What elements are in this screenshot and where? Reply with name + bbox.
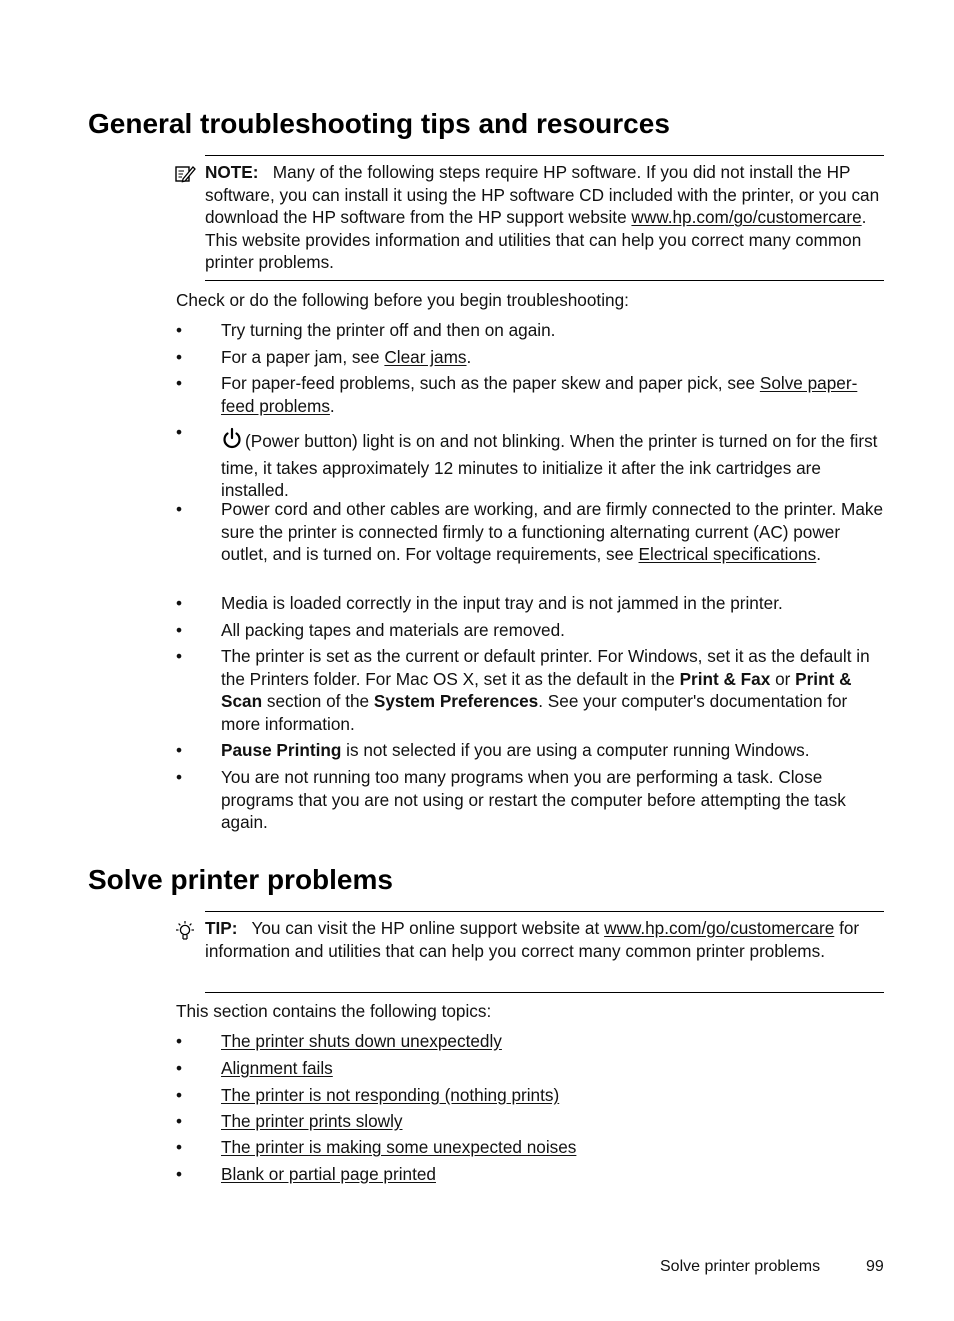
electrical-specifications-link[interactable]: Electrical specifications bbox=[638, 544, 817, 565]
tip-box bbox=[205, 911, 884, 993]
customercare-link-note[interactable]: www.hp.com/go/customercare bbox=[631, 207, 862, 228]
power-icon bbox=[221, 427, 243, 457]
bullet: • bbox=[176, 646, 183, 666]
clear-jams-link[interactable]: Clear jams bbox=[384, 347, 467, 367]
bullet: • bbox=[176, 1031, 183, 1051]
bullet: • bbox=[176, 1164, 183, 1184]
list-item bbox=[176, 1110, 884, 1133]
list-item: • (Power button) light is on and not blinking. When the printer is turned on for the first time, it takes approximately 12 minutes to initialize it after the ink cartridges are installed. bbox=[176, 422, 878, 501]
section-title-solve: Solve printer problems bbox=[88, 864, 393, 895]
list-item: • You are not running too many programs when you are performing a task. Close programs that you are not using or restart the computer before attempting the task again. bbox=[176, 767, 846, 833]
list-item bbox=[176, 1057, 884, 1080]
bullet: • bbox=[176, 1137, 183, 1157]
list-item: • Try turning the printer off and then on again. bbox=[176, 320, 556, 340]
note-icon bbox=[174, 163, 196, 191]
topic-link-shuts-down[interactable]: The printer shuts down unexpectedly bbox=[221, 1031, 502, 1051]
topic-link-alignment-fails[interactable]: Alignment fails bbox=[221, 1058, 333, 1078]
list-item: • For a paper jam, see Clear jams. bbox=[176, 347, 472, 367]
note-box bbox=[205, 155, 884, 281]
list-item: • Pause Printing is not selected if you are using a computer running Windows. bbox=[176, 740, 810, 760]
bullet: • bbox=[176, 499, 183, 519]
list-item bbox=[176, 1030, 884, 1053]
topic-link-prints-slowly[interactable]: The printer prints slowly bbox=[221, 1111, 403, 1131]
section-title-general: General troubleshooting tips and resources bbox=[88, 108, 670, 139]
intro-topics: This section contains the following topics: bbox=[176, 1001, 492, 1021]
bullet: • bbox=[176, 593, 183, 613]
intro-troubleshooting: Check or do the following before you begin troubleshooting: bbox=[176, 290, 629, 310]
topic-link-blank-page[interactable]: Blank or partial page printed bbox=[221, 1164, 436, 1184]
topic-link-not-responding[interactable]: The printer is not responding (nothing prints) bbox=[221, 1085, 560, 1105]
page-number: 99 bbox=[866, 1258, 884, 1275]
list-item: • The printer is set as the current or default printer. For Windows, set it as the default in the Printers folder. For Mac OS X, set it as the default in the Print & Fax or Print & Scan section of the System Preferences. See your computer's documentation for more information. bbox=[176, 646, 870, 734]
bullet: • bbox=[176, 347, 183, 367]
bullet: • bbox=[176, 373, 183, 393]
list-item: • All packing tapes and materials are removed. bbox=[176, 620, 565, 640]
topic-link-unexpected-noises[interactable]: The printer is making some unexpected noises bbox=[221, 1137, 577, 1157]
list-item bbox=[176, 1084, 884, 1107]
note-label: NOTE: bbox=[205, 162, 259, 182]
tip-text: TIP: You can visit the HP online support website at www.hp.com/go/customercare for information and utilities that can help you correct many common printer problems. bbox=[205, 918, 860, 961]
bullet: • bbox=[176, 1058, 183, 1078]
customercare-link-tip[interactable]: www.hp.com/go/customercare bbox=[604, 918, 835, 938]
tip-label: TIP: bbox=[205, 918, 238, 938]
note-text: NOTE: Many of the following steps require HP software. If you did not install the HP software, you can install it using the HP software CD included with the printer, or you can download the HP software from the HP support website www.hp.com/go/customercare. This website provides information and utilities that can help you correct many common printer problems. bbox=[205, 162, 880, 273]
bullet: • bbox=[176, 422, 183, 442]
bullet: • bbox=[176, 620, 183, 640]
footer-section-title: Solve printer problems bbox=[660, 1258, 821, 1275]
bullet: • bbox=[176, 1085, 183, 1105]
bullet: • bbox=[176, 1111, 183, 1131]
bullet: • bbox=[176, 740, 183, 760]
bullet: • bbox=[176, 767, 183, 787]
bullet: • bbox=[176, 320, 183, 340]
solve-paper-feed-link[interactable]: Solve paper-feed problems bbox=[221, 373, 858, 416]
list-item: • Media is loaded correctly in the input tray and is not jammed in the printer. bbox=[176, 593, 783, 613]
list-item: • Power cord and other cables are working, and are firmly connected to the printer. Make sure the printer is connected firmly to a functioning alternating current (AC) power outlet, and is turned on. For voltage requirements, see Electrical specifications. bbox=[176, 499, 884, 565]
list-item bbox=[176, 1136, 884, 1159]
lightbulb-icon bbox=[174, 920, 196, 948]
list-item bbox=[176, 1163, 884, 1186]
list-item: • For paper-feed problems, such as the paper skew and paper pick, see Solve paper-feed problems. bbox=[176, 373, 858, 416]
